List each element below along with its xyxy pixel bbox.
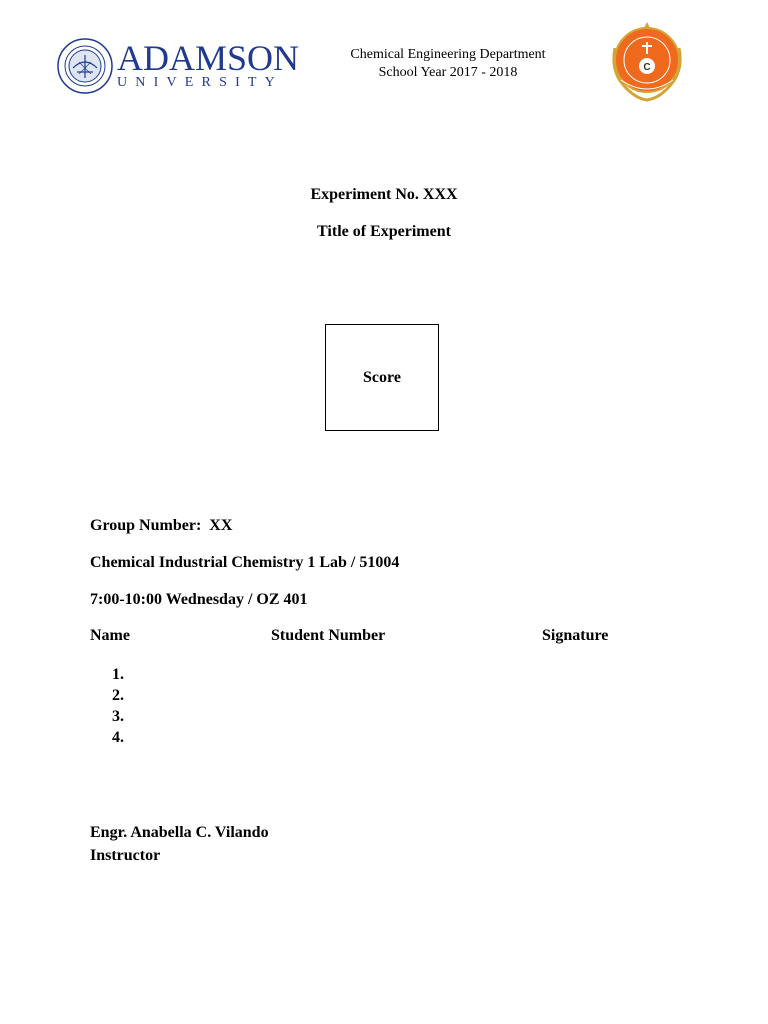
svg-text:C: C [643, 62, 651, 73]
instructor-name: Engr. Anabella C. Vilando [90, 824, 269, 841]
score-box [325, 324, 439, 431]
header-text [320, 46, 576, 82]
score-label: Score [363, 368, 401, 386]
group-number: Group Number: XX [90, 517, 233, 534]
list-item: 1. [112, 666, 124, 683]
column-signature: Signature [542, 627, 609, 644]
course-info: Chemical Industrial Chemistry 1 Lab / 51004 [90, 554, 400, 571]
list-item: 4. [112, 729, 124, 746]
schedule-info: 7:00-10:00 Wednesday / OZ 401 [90, 591, 308, 608]
list-item: 2. [112, 687, 124, 704]
experiment-number: Experiment No. XXX [310, 186, 458, 203]
university-wordmark [117, 40, 299, 90]
member-list [112, 664, 124, 748]
department-name: Chemical Engineering Department [350, 47, 546, 62]
adamson-logo [57, 38, 302, 94]
university-seal-icon [57, 38, 113, 94]
university-subtitle: UNIVERSITY [117, 75, 283, 90]
column-name: Name [90, 627, 130, 644]
column-student-number: Student Number [271, 627, 386, 644]
experiment-title: Title of Experiment [317, 223, 451, 240]
list-item: 3. [112, 708, 124, 725]
university-name: ADAMSON [117, 38, 300, 78]
engineering-seal-icon [607, 18, 687, 102]
instructor-role: Instructor [90, 847, 161, 864]
school-year: School Year 2017 - 2018 [378, 65, 518, 80]
